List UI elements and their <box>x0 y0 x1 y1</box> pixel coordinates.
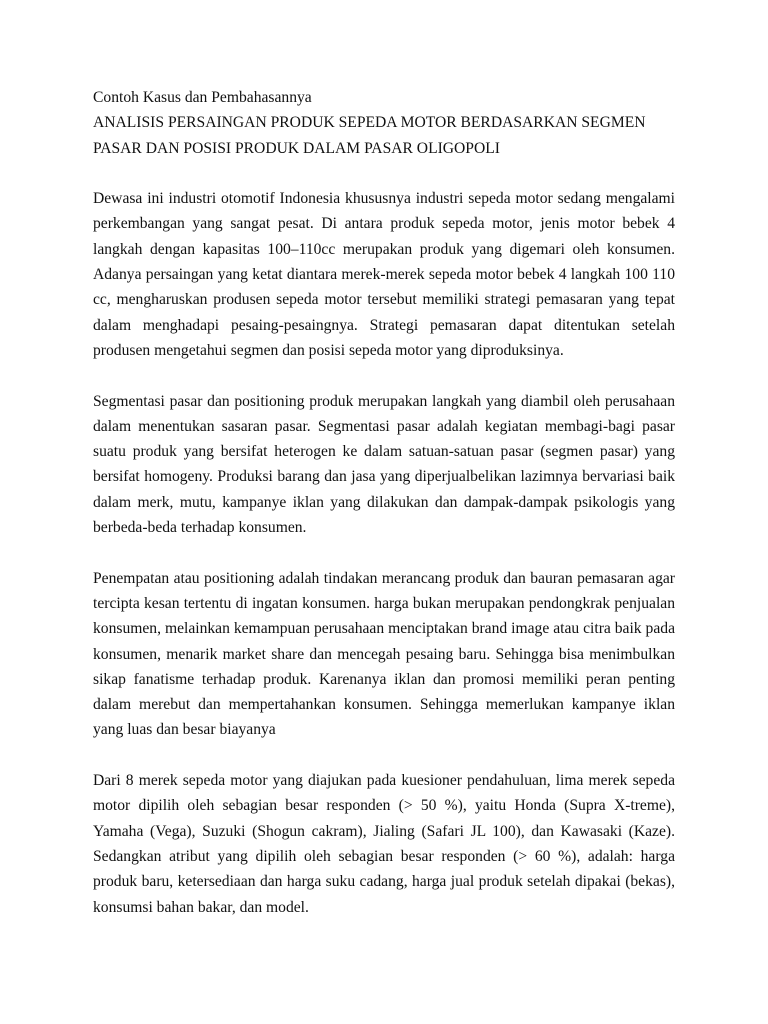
section-label: Contoh Kasus dan Pembahasannya <box>93 89 312 106</box>
title-line-1: ANALISIS PERSAINGAN PRODUK SEPEDA MOTOR BERDASARKAN SEGMEN <box>93 114 646 132</box>
document-page <box>93 85 675 920</box>
paragraph-survey-results: Dari 8 merek sepeda motor yang diajukan pada kuesioner pendahuluan, lima merek sepeda motor dipilih oleh sebagian besar responden (> 50 %), yaitu Honda (Supra X-treme), Yamaha (Vega), Suzuki (Shogun cakram), Jialing (Safari JL 100), dan Kawasaki (Kaze). Sedangkan atribut yang dipilih oleh sebagian besar responden (> 60 %), adalah: harga produk baru, ketersediaan dan harga suku cadang, harga jual produk setelah dipakai (bekas), konsumsi bahan bakar, dan model. <box>93 772 675 916</box>
paragraph-positioning: Penempatan atau positioning adalah tindakan merancang produk dan bauran pemasaran agar tercipta kesan tertentu di ingatan konsumen. harga bukan merupakan pendongkrak penjualan konsumen, melainkan kemampuan perusahaan menciptakan brand image atau citra baik pada konsumen, menarik market share dan mencegah pesaing baru. Sehingga bisa menimbulkan sikap fanatisme terhadap produk. Karenanya iklan dan promosi memiliki peran penting dalam merebut dan mempertahankan konsumen. Sehingga memerlukan kampanye iklan yang luas dan besar biayanya <box>93 569 675 739</box>
title-line-2: PASAR DAN POSISI PRODUK DALAM PASAR OLIGOPOLI <box>93 139 500 157</box>
spacer <box>93 161 675 186</box>
paragraph-intro: Dewasa ini industri otomotif Indonesia khususnya industri sepeda motor sedang mengalami perkembangan yang sangat pesat. Di antara produk sepeda motor, jenis motor bebek 4 langkah dengan kapasitas 100–110cc merupakan produk yang digemari oleh konsumen. Adanya persaingan yang ketat diantara merek-merek sepeda motor bebek 4 langkah 100 110 cc, mengharuskan produsen sepeda motor tersebut memiliki strategi pemasaran yang tepat dalam menghadapi pesaing-pesaingnya. Strategi pemasaran dapat ditentukan setelah produsen mengetahui segmen dan posisi sepeda motor yang diproduksinya. <box>93 190 675 359</box>
paragraph-segmentation: Segmentasi pasar dan positioning produk merupakan langkah yang diambil oleh perusahaan dalam menentukan sasaran pasar. Segmentasi pasar adalah kegiatan membagi-bagi pasar suatu produk yang bersifat heterogen ke dalam satuan-satuan pasar (segmen pasar) yang bersifat homogeny. Produksi barang dan jasa yang diperjualbelikan lazimnya bervariasi baik dalam merk, mutu, kampanye iklan yang dilakukan dan dampak-dampak psikologis yang berbeda-beda terhadap konsumen. <box>93 392 675 537</box>
